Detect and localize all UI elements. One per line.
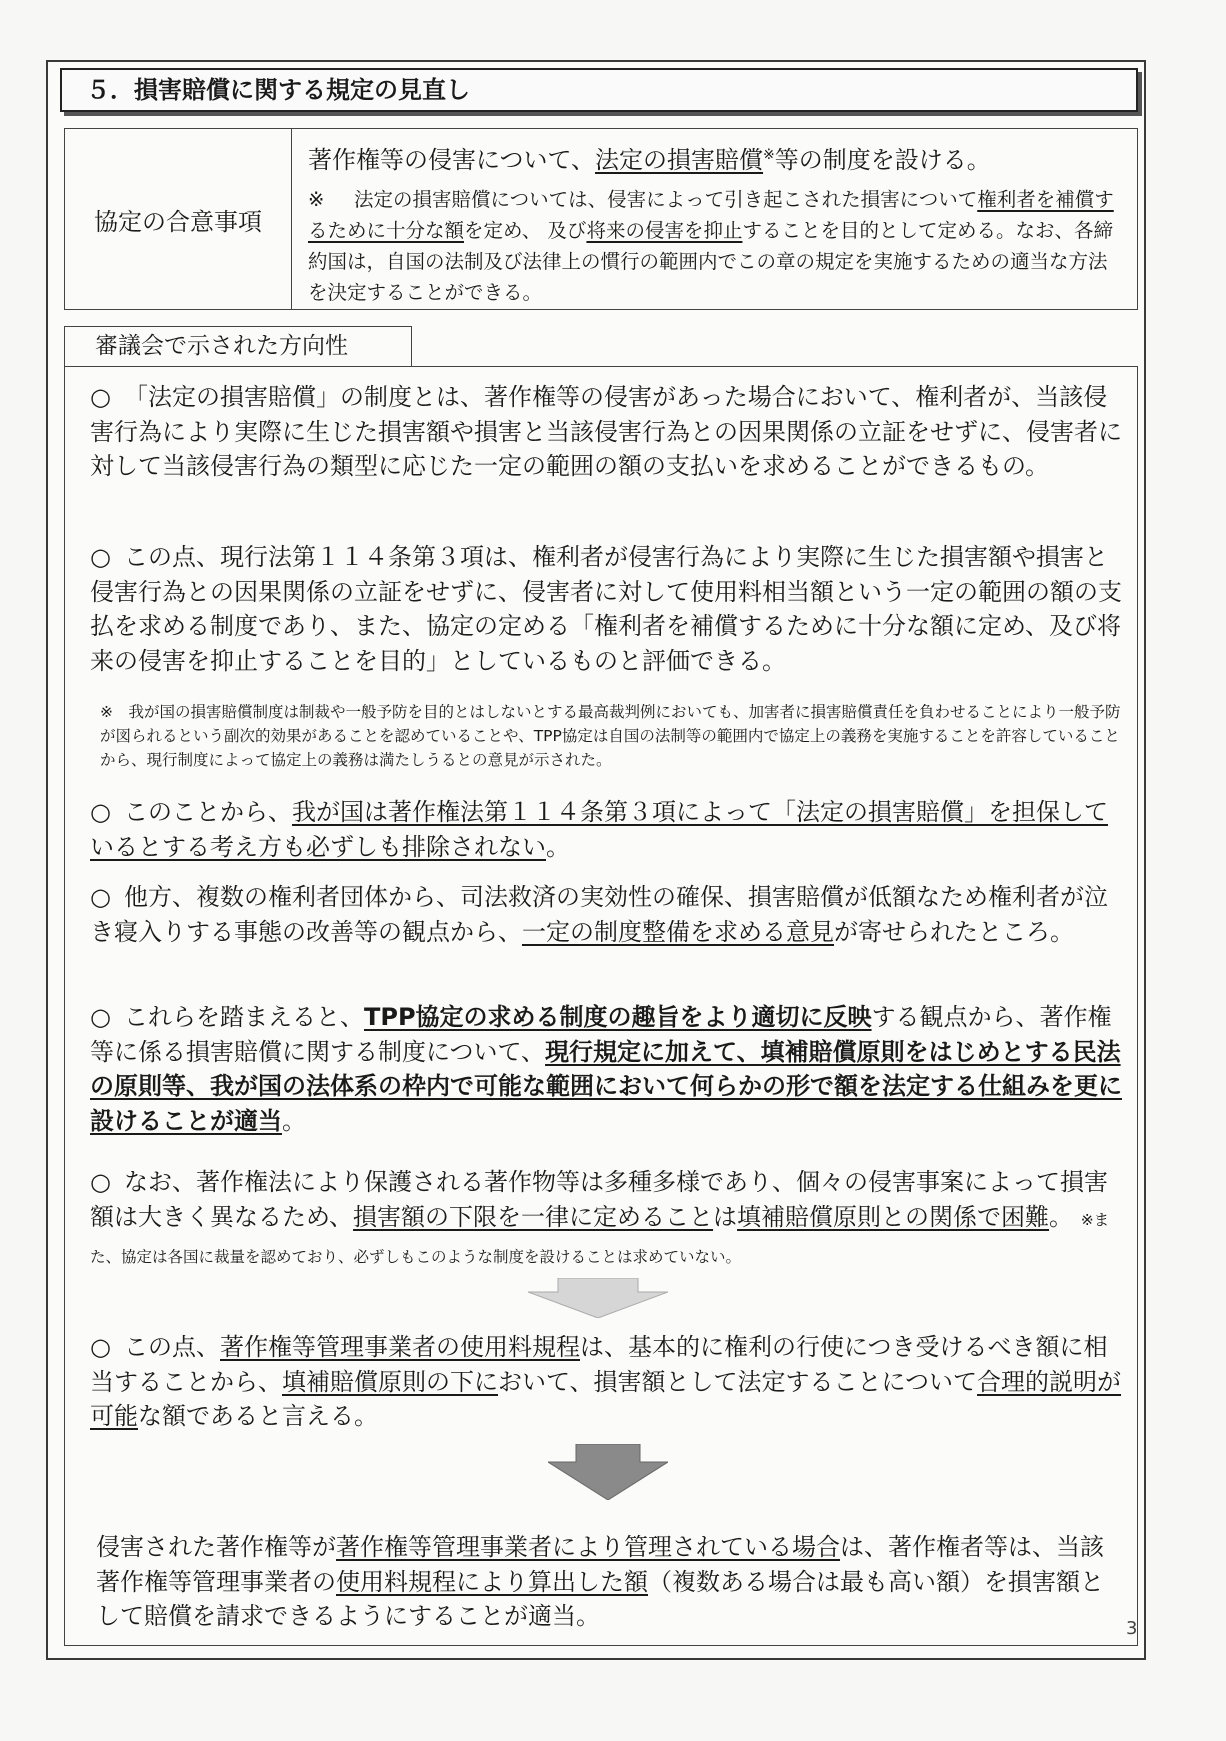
agreement-note bbox=[308, 184, 1121, 308]
agreement-note-mark: ※ bbox=[308, 188, 325, 211]
paragraph-5-underlined-1: TPP協定の求める制度の趣旨をより適切に反映 bbox=[364, 1003, 872, 1031]
paragraph-6 bbox=[90, 1165, 1130, 1275]
agreement-main-post: 等の制度を設ける。 bbox=[774, 146, 991, 174]
paragraph-6-post: 。 bbox=[1049, 1202, 1074, 1231]
paragraph-2-text: この点、現行法第１１４条第３項は、権利者が侵害行為により実際に生じた損害額や損害と侵害行為との因果関係の立証をせずに、侵害者に対して使用料相当額という一定の範囲の額の支払を求める制度であり、また、協定の定める「権利者を補償するために十分な額に定め、及び将来の侵害を抑止することを目的」としているものと評価できる。 bbox=[90, 543, 1122, 675]
paragraph-3-post: 。 bbox=[546, 832, 570, 861]
conclusion-post: （複数ある場合は最も高い額）を損害額として賠償を請求できるようにすることが適当。 bbox=[96, 1567, 1104, 1630]
section-title: ５．損害賠償に関する規定の見直し bbox=[60, 68, 1138, 112]
conclusion-paragraph bbox=[96, 1530, 1126, 1634]
paragraph-7-underlined-2: 填補賠償原則の下に bbox=[282, 1367, 498, 1396]
paragraph-5-underlined-2: 現行規定に加えて、填補賠償原則をはじめとする民法の原則等、我が国の法体系の枠内で可能な範囲において何らかの形で額を法定する仕組みを更に設けることが適当 bbox=[90, 1037, 1122, 1135]
page-number: 3 bbox=[1126, 1618, 1138, 1639]
paragraph-6-underlined-1: 損害額の下限を一律に定めること bbox=[353, 1202, 714, 1231]
arrow-down-icon bbox=[528, 1278, 668, 1318]
bullet: ○ bbox=[90, 383, 111, 411]
paragraph-2-note: ※ 我が国の損害賠償制度は制裁や一般予防を目的とはしないとする最高裁判例においても、加害者に損害賠償責任を負わせることにより一般予防が図られるという副次的効果があることを認めていることや、TPP協定は自国の法制等の範囲内で協定上の義務を実施することを許容していることから、現行制度によって協定上の義務は満たしうるとの意見が示された。 bbox=[100, 703, 1121, 769]
bullet: ○ bbox=[90, 1333, 111, 1361]
conclusion-pre: 侵害された著作権等が bbox=[96, 1533, 336, 1561]
paragraph-2 bbox=[90, 540, 1130, 678]
conclusion-underlined-1: 著作権等管理事業者により管理されている場合 bbox=[336, 1533, 840, 1561]
agreement-main-underlined: 法定の損害賠償 bbox=[595, 146, 764, 174]
paragraph-7-underlined-3: 合理的説明が可能 bbox=[90, 1367, 1122, 1430]
paragraph-5-post: 。 bbox=[282, 1106, 306, 1135]
paragraph-7 bbox=[90, 1330, 1130, 1434]
agreement-note-2: を定め、 及び bbox=[464, 219, 587, 242]
paragraph-7-pre: この点、 bbox=[124, 1333, 220, 1361]
agreement-main-text bbox=[308, 137, 1121, 178]
agreement-note-3: することを目的として定める。なお、各締約国は，自国の法制及び法律上の慣行の範囲内でこの章の規定を実施するための適当な方法を決定することができる。 bbox=[308, 219, 1113, 304]
paragraph-1-text: 「法定の損害賠償」の制度とは、著作権等の侵害があった場合において、権利者が、当該侵害行為により実際に生じた損害額や損害と当該侵害行為との因果関係の立証をせずに、侵害者に対して当該侵害行為の類型に応じた一定の範囲の額の支払いを求めることができるもの。 bbox=[90, 383, 1122, 480]
agreement-note-1: 法定の損害賠償については、侵害によって引き起こされた損害について bbox=[354, 188, 978, 211]
paragraph-3-pre: このことから、 bbox=[124, 798, 292, 826]
bullet: ○ bbox=[90, 1168, 111, 1196]
paragraph-3 bbox=[90, 795, 1130, 864]
agreement-main-sup: ※ bbox=[763, 147, 775, 163]
bullet: ○ bbox=[90, 798, 111, 826]
paragraph-1 bbox=[90, 380, 1130, 484]
paragraph-5-pre: これらを踏まえると、 bbox=[124, 1003, 364, 1031]
paragraph-7-mid-2: おいて、損害額として法定することについて bbox=[498, 1367, 978, 1396]
council-label: 審議会で示された方向性 bbox=[64, 326, 412, 366]
agreement-table bbox=[64, 128, 1138, 310]
agreement-note-u2: 将来の侵害を抑止 bbox=[586, 219, 743, 242]
paragraph-3-underlined: 我が国は著作権法第１１４条第３項によって「法定の損害賠償」を担保しているとする考え方も必ずしも排除されない bbox=[90, 798, 1108, 861]
paragraph-4 bbox=[90, 880, 1130, 949]
conclusion-mid: は、著作権者等は、当該著作権等管理事業者の bbox=[96, 1533, 1104, 1596]
paragraph-7-underlined-1: 著作権等管理事業者の使用料規程 bbox=[220, 1333, 580, 1361]
paragraph-4-underlined: 一定の制度整備を求める意見 bbox=[522, 917, 834, 946]
bullet: ○ bbox=[90, 883, 111, 911]
arrow-down-icon bbox=[548, 1444, 668, 1500]
paragraph-4-post: が寄せられたところ。 bbox=[834, 917, 1074, 946]
bullet: ○ bbox=[90, 543, 111, 571]
bullet: ○ bbox=[90, 1003, 111, 1031]
paragraph-4-pre: 他方、複数の権利者団体から、司法救済の実効性の確保、損害賠償が低額なため権利者が泣き寝入りする事態の改善等の観点から、 bbox=[90, 883, 1108, 946]
paragraph-7-mid-1: は、基本的に権利の行使につき受けるべき額に相当することから、 bbox=[90, 1333, 1108, 1396]
paragraph-5-mid: する観点から、著作権等に係る損害賠償に関する制度について、 bbox=[90, 1003, 1112, 1066]
paragraph-5 bbox=[90, 1000, 1130, 1138]
paragraph-6-pre: なお、著作権法により保護される著作物等は多種多様であり、個々の侵害事案によって損害額は大きく異なるため、 bbox=[90, 1168, 1108, 1231]
agreement-label: 協定の合意事項 bbox=[65, 129, 292, 309]
agreement-note-u1: 権利者を補償するために十分な額 bbox=[308, 188, 1114, 242]
paragraph-6-note: ※また、協定は各国に裁量を認めており、必ずしもこのような制度を設けることは求めていない。 bbox=[90, 1210, 1110, 1266]
agreement-body bbox=[292, 129, 1137, 309]
paragraph-6-mid: は bbox=[713, 1202, 738, 1231]
conclusion-underlined-2: 使用料規程により算出した額 bbox=[336, 1567, 648, 1596]
paragraph-7-post: な額であると言える。 bbox=[138, 1402, 378, 1430]
paragraph-6-underlined-2: 填補賠償原則との関係で困難 bbox=[737, 1202, 1050, 1231]
agreement-main-pre: 著作権等の侵害について、 bbox=[308, 146, 596, 174]
